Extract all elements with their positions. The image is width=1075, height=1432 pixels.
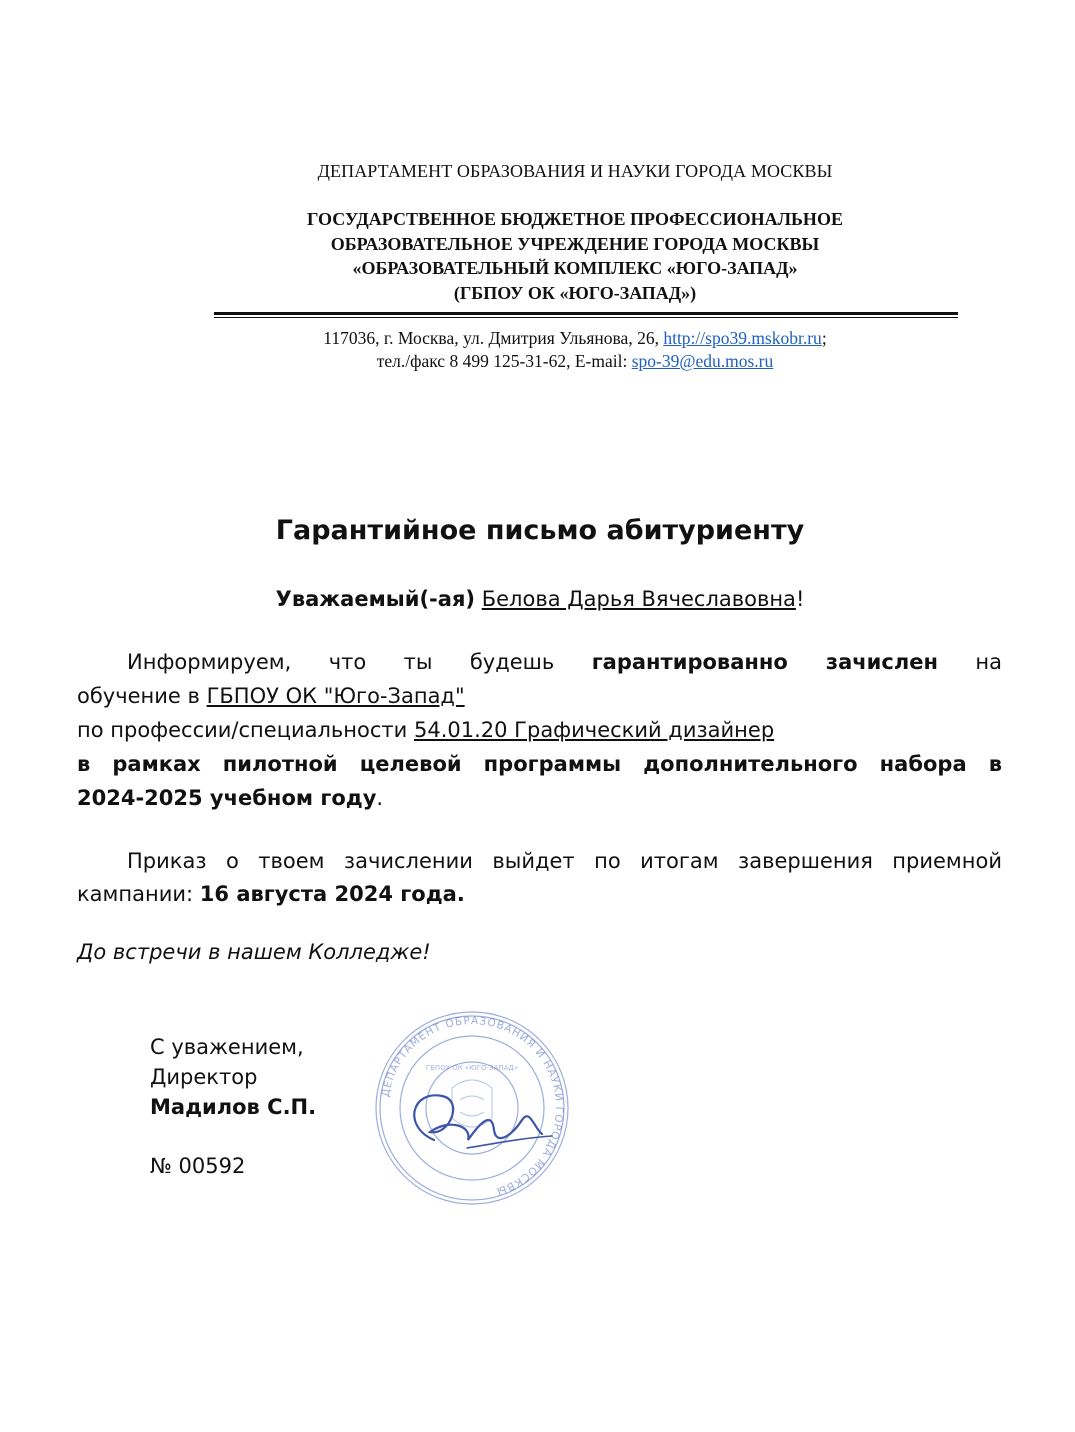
position-text: Директор xyxy=(150,1065,258,1089)
p1-text: Информируем, что ты будешь xyxy=(127,650,592,674)
p1-line2-prefix: обучение в xyxy=(77,684,207,708)
stamp-middle-ring xyxy=(400,1036,544,1180)
organization-name xyxy=(0,207,1075,305)
p1-bold-text: гарантированно зачислен xyxy=(591,650,938,674)
signatory-name-text: Мадилов С.П. xyxy=(150,1095,317,1119)
org-line-1: ГОСУДАРСТВЕННОЕ БЮДЖЕТНОЕ ПРОФЕССИОНАЛЬНОЕ xyxy=(307,209,843,229)
stamp-outer-ring xyxy=(376,1012,568,1204)
closing-text: С уважением, xyxy=(150,1035,304,1059)
director-signature xyxy=(414,1095,542,1140)
address-text: 117036, г. Москва, ул. Дмитрия Ульянова, 26, xyxy=(323,328,664,348)
signatory-name xyxy=(150,1092,316,1122)
stamp-ring-text: ДЕПАРТАМЕНТ ОБРАЗОВАНИЯ И НАУКИ ГОРОДА МОСКВЫ xyxy=(379,1014,566,1198)
phone-text: тел./факс 8 499 125-31-62, E-mail: xyxy=(376,351,632,371)
p1-line3-prefix: по профессии/специальности xyxy=(77,718,414,742)
program-text-1: в рамках пилотной целевой программы дополнительного набора в xyxy=(77,752,1002,776)
farewell-text: До встречи в нашем Колледже! xyxy=(77,940,431,964)
official-stamp xyxy=(372,1008,572,1208)
greeting xyxy=(0,587,1075,611)
p1-end: . xyxy=(376,786,384,810)
letter-number: № 00592 xyxy=(150,1154,246,1178)
enrollment-date: 16 августа 2024 года. xyxy=(199,882,465,906)
institution-name: ГБПОУ ОК "Юго-Запад" xyxy=(206,684,465,708)
p1-line-2 xyxy=(77,679,1002,713)
header-divider-thick xyxy=(214,312,958,315)
p1-line-3 xyxy=(77,713,1002,747)
greeting-end: ! xyxy=(795,587,805,611)
website-link[interactable]: http://spo39.mskobr.ru xyxy=(663,328,822,348)
letter-title: Гарантийное письмо абитуриенту xyxy=(275,515,805,546)
p1-program-line-1 xyxy=(77,747,1002,781)
header-divider-thin xyxy=(214,317,958,318)
svg-text:ДЕПАРТАМЕНТ ОБРАЗОВАНИЯ И НАУК xyxy=(380,1015,565,1197)
signature-underline xyxy=(467,1136,552,1148)
greeting-label: Уважаемый(-ая) xyxy=(275,587,476,611)
specialty-name: 54.01.20 Графический дизайнер xyxy=(413,718,775,742)
p2-line-1: Приказ о твоем зачислении выйдет по итогам завершения приемной xyxy=(127,849,1002,873)
program-text-2: 2024-2025 учебном году xyxy=(77,786,377,810)
p1-program-line-2 xyxy=(77,781,1002,815)
paragraph-order xyxy=(77,845,1002,911)
org-line-2: ОБРАЗОВАТЕЛЬНОЕ УЧРЕЖДЕНИЕ ГОРОДА МОСКВЫ xyxy=(330,233,820,254)
org-line-4: (ГБПОУ ОК «ЮГО-ЗАПАД») xyxy=(453,282,697,303)
address-line xyxy=(0,327,1075,350)
address-suffix: ; xyxy=(821,328,827,348)
stamp-inner-text: ГБПОУ ОК «ЮГО-ЗАПАД» xyxy=(425,1064,519,1072)
recipient-name: Белова Дарья Вячеславовна xyxy=(481,587,796,611)
signature-block xyxy=(150,1032,316,1122)
org-line-3: «ОБРАЗОВАТЕЛЬНЫЙ КОМПЛЕКС «ЮГО-ЗАПАД» xyxy=(352,258,798,278)
p1-line-1 xyxy=(77,645,1002,679)
department-name: ДЕПАРТАМЕНТ ОБРАЗОВАНИЯ И НАУКИ ГОРОДА МОСКВЫ xyxy=(317,161,833,181)
p1-after-text: на xyxy=(937,650,1002,674)
p2-prefix: кампании: xyxy=(77,882,200,906)
phone-line xyxy=(0,350,1075,373)
paragraph-enrollment xyxy=(77,645,1002,815)
p2-line-2 xyxy=(77,878,1002,911)
stamp-inner-ring xyxy=(426,1062,518,1154)
email-link[interactable]: spo-39@edu.mos.ru xyxy=(631,351,774,371)
contact-block xyxy=(0,327,1075,373)
